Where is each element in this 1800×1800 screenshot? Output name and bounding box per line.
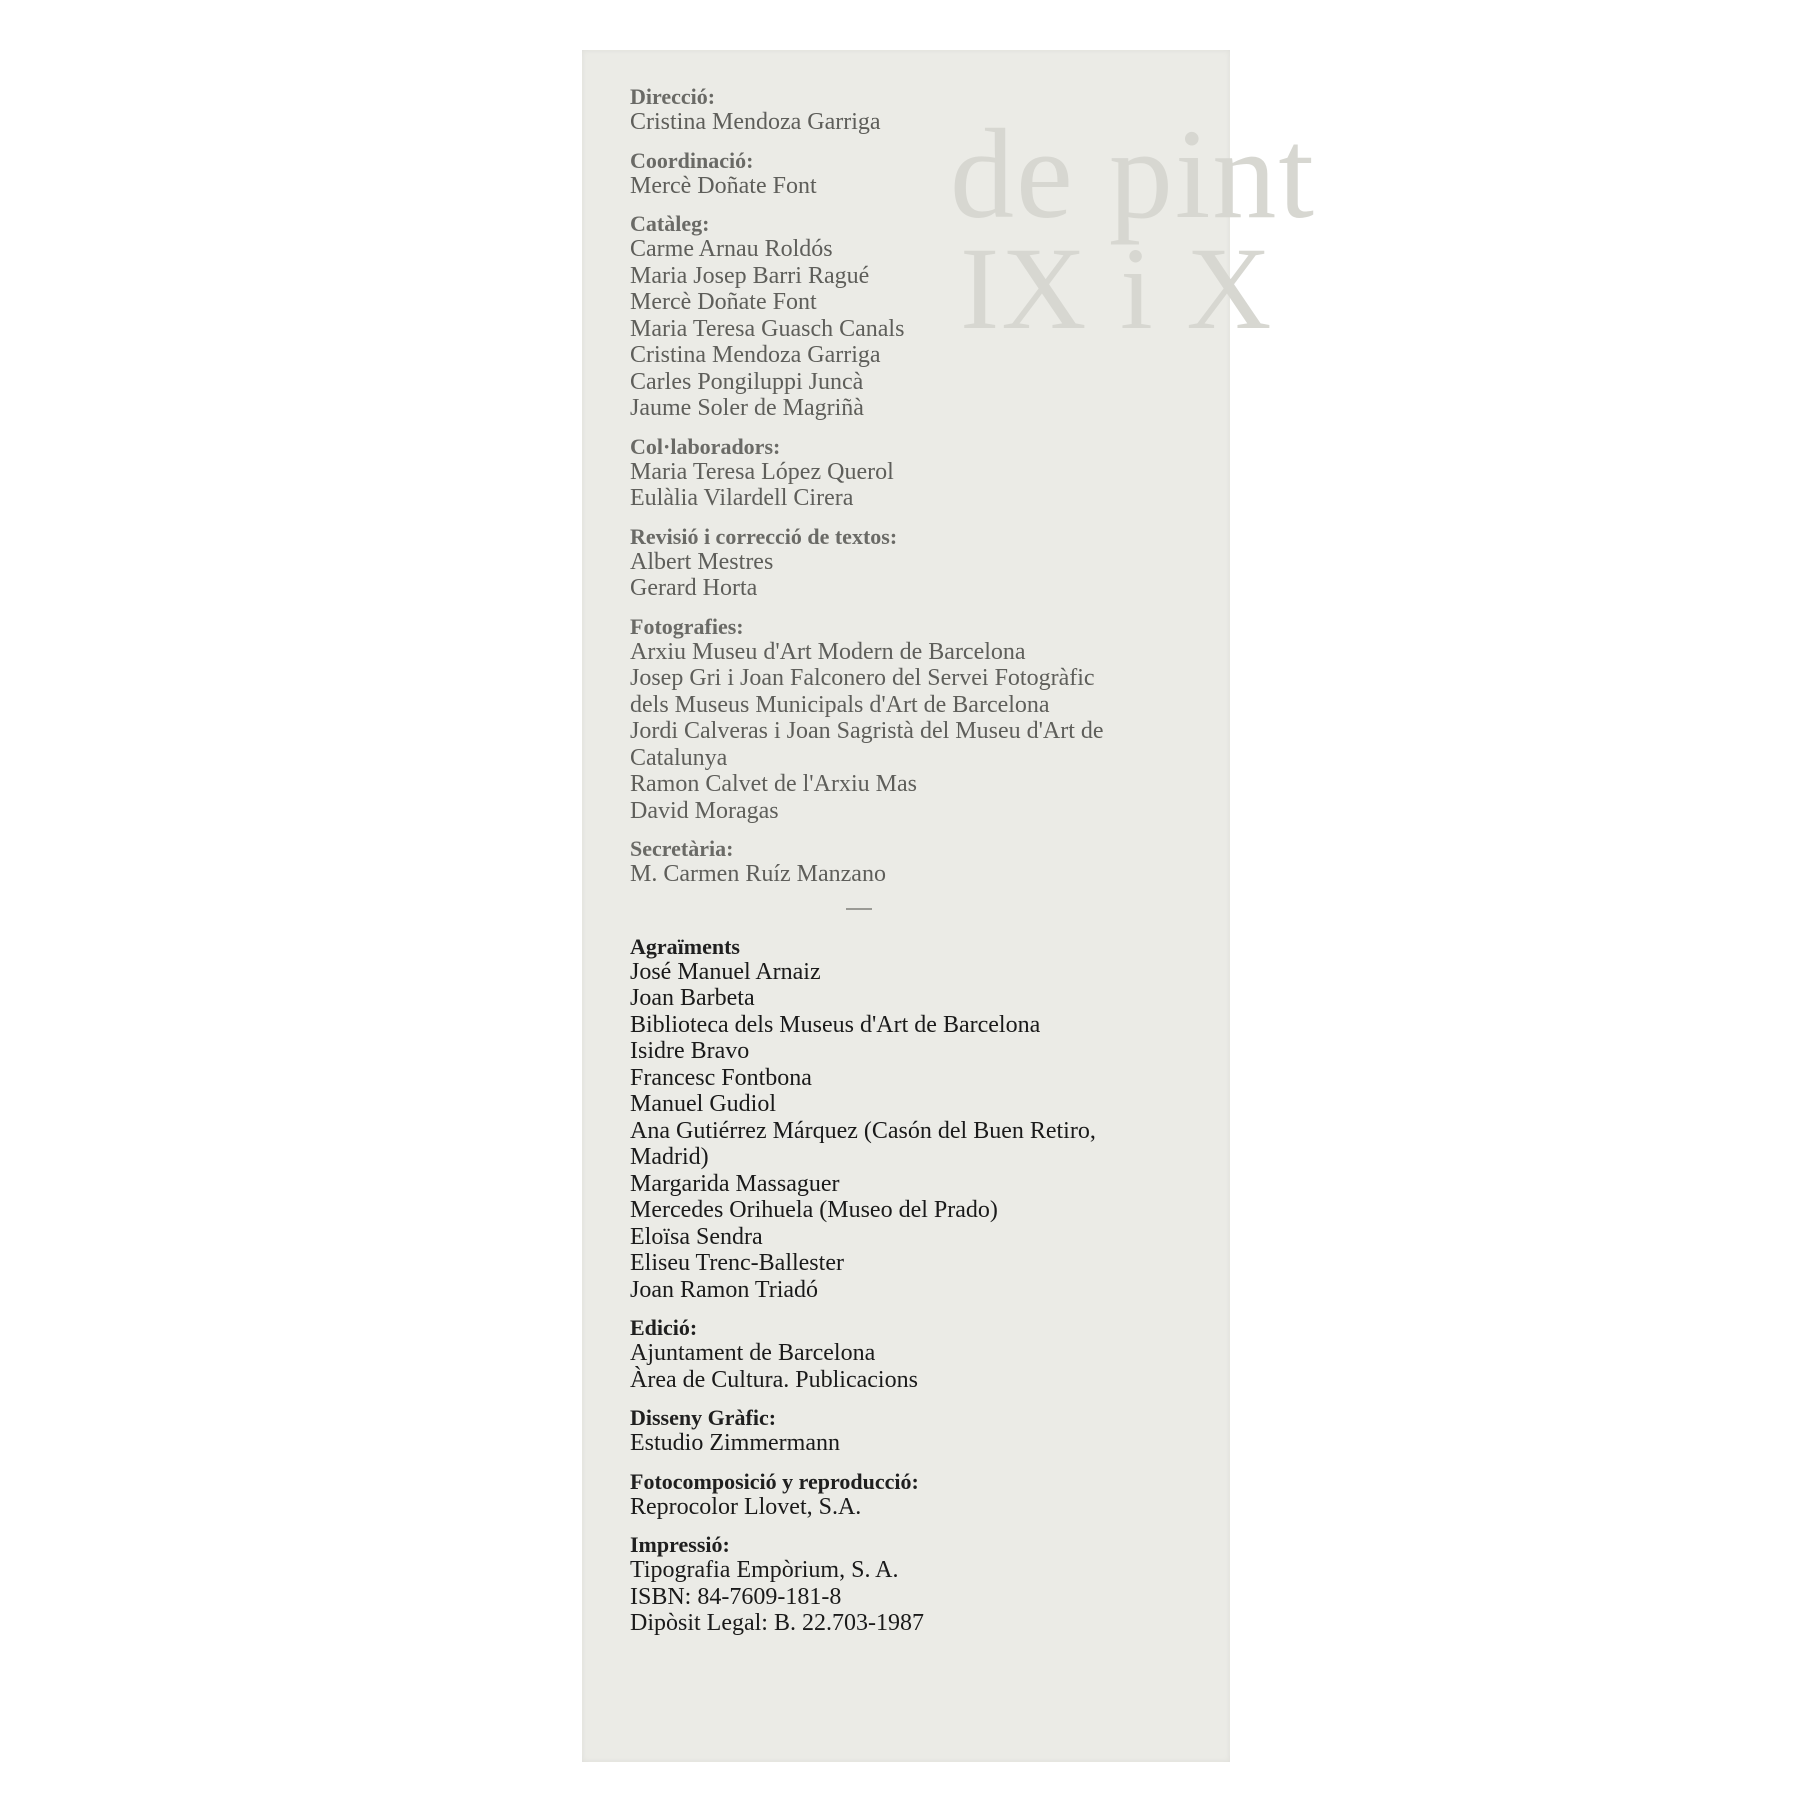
credit-line: M. Carmen Ruíz Manzano <box>630 861 886 887</box>
credit-line: Josep Gri i Joan Falconero del Servei Fotogràfic <box>630 665 1095 691</box>
credit-line: Reprocolor Llovet, S.A. <box>630 1493 862 1520</box>
credit-line: Estudio Zimmermann <box>630 1430 840 1456</box>
credit-line: Arxiu Museu d'Art Modern de Barcelona <box>630 638 1026 665</box>
credit-line: Margarida Massaguer <box>630 1170 840 1197</box>
credit-line: Dipòsit Legal: B. 22.703-1987 <box>630 1610 924 1636</box>
credit-line: Cristina Mendoza Garriga <box>630 109 881 135</box>
section-heading: Agraïments <box>630 933 740 959</box>
credit-line: Eulàlia Vilardell Cirera <box>630 485 854 511</box>
credits-block <box>630 84 1210 1649</box>
credit-line: Ajuntament de Barcelona <box>630 1340 876 1366</box>
section-heading: Disseny Gràfic: <box>630 1405 777 1430</box>
credit-line: Manuel Gudiol <box>630 1091 776 1117</box>
credit-line: Joan Barbeta <box>630 985 755 1011</box>
credit-line: Albert Mestres <box>630 548 774 575</box>
credit-line: Mercè Doñate Font <box>630 172 817 199</box>
credit-section <box>630 434 1210 512</box>
credit-line: Isidre Bravo <box>630 1038 750 1064</box>
credit-line: David Moragas <box>630 797 779 824</box>
credit-line: Maria Teresa Guasch Canals <box>630 315 905 342</box>
book-page <box>582 50 1316 1762</box>
credit-line: Mercedes Orihuela (Museo del Prado) <box>630 1197 998 1223</box>
section-divider <box>846 908 872 910</box>
credit-line: Jaume Soler de Magriñà <box>630 395 864 421</box>
credit-line: Maria Josep Barri Ragué <box>630 262 870 289</box>
credit-line: José Manuel Arnaiz <box>630 958 821 985</box>
credit-line: Carles Pongiluppi Juncà <box>630 368 864 395</box>
credit-section <box>630 84 1210 136</box>
staff-credits <box>630 84 1210 888</box>
credit-line: Catalunya <box>630 744 728 771</box>
credit-line: Mercè Doñate Font <box>630 289 817 315</box>
acknowledgements-and-publication <box>630 934 1210 1637</box>
credit-line: Francesc Fontbona <box>630 1064 812 1091</box>
section-heading: Secretària: <box>630 836 734 861</box>
credit-line: ISBN: 84-7609-181-8 <box>630 1583 842 1610</box>
credit-section <box>630 1532 1210 1637</box>
credit-section <box>630 211 1210 422</box>
credit-line: Joan Ramon Triadó <box>630 1276 819 1303</box>
credit-section <box>630 836 1210 888</box>
credit-line: Tipografia Empòrium, S. A. <box>630 1557 899 1583</box>
credit-section <box>630 1469 1210 1521</box>
credit-line: Eloïsa Sendra <box>630 1223 763 1250</box>
credit-section <box>630 614 1210 825</box>
credit-line: Jordi Calveras i Joan Sagristà del Museu d'Art de <box>630 718 1104 744</box>
credit-section <box>630 148 1210 200</box>
section-heading: Col·laboradors: <box>630 433 781 459</box>
credit-line: Maria Teresa López Querol <box>630 458 894 485</box>
section-heading: Impressió: <box>630 1532 730 1557</box>
credit-section <box>630 524 1210 602</box>
credit-line: Carme Arnau Roldós <box>630 236 833 262</box>
credit-section <box>630 1405 1210 1457</box>
credit-line: Biblioteca dels Museus d'Art de Barcelona <box>630 1011 1041 1038</box>
credit-line: Àrea de Cultura. Publicacions <box>630 1366 918 1393</box>
section-heading: Fotocomposició y reproducció: <box>630 1468 919 1494</box>
credit-line: Ramon Calvet de l'Arxiu Mas <box>630 771 917 797</box>
bleed-through-title-bottom: IX i X <box>960 223 1274 354</box>
bleed-through-title-top: de pint <box>950 103 1316 245</box>
credit-line: dels Museus Municipals d'Art de Barcelona <box>630 691 1050 718</box>
credit-line: Cristina Mendoza Garriga <box>630 342 881 368</box>
credit-section <box>630 1315 1210 1393</box>
section-heading: Catàleg: <box>630 211 710 236</box>
section-heading: Direcció: <box>630 84 716 109</box>
section-heading: Revisió i correcció de textos: <box>630 523 898 549</box>
section-heading: Edició: <box>630 1315 698 1340</box>
credit-section <box>630 934 1210 1304</box>
credit-line: Madrid) <box>630 1144 709 1170</box>
credit-line: Eliseu Trenc-Ballester <box>630 1250 844 1276</box>
credit-line: Gerard Horta <box>630 575 758 601</box>
credit-line: Ana Gutiérrez Márquez (Casón del Buen Retiro, <box>630 1117 1096 1144</box>
section-heading: Coordinació: <box>630 147 754 173</box>
section-heading: Fotografies: <box>630 613 744 639</box>
